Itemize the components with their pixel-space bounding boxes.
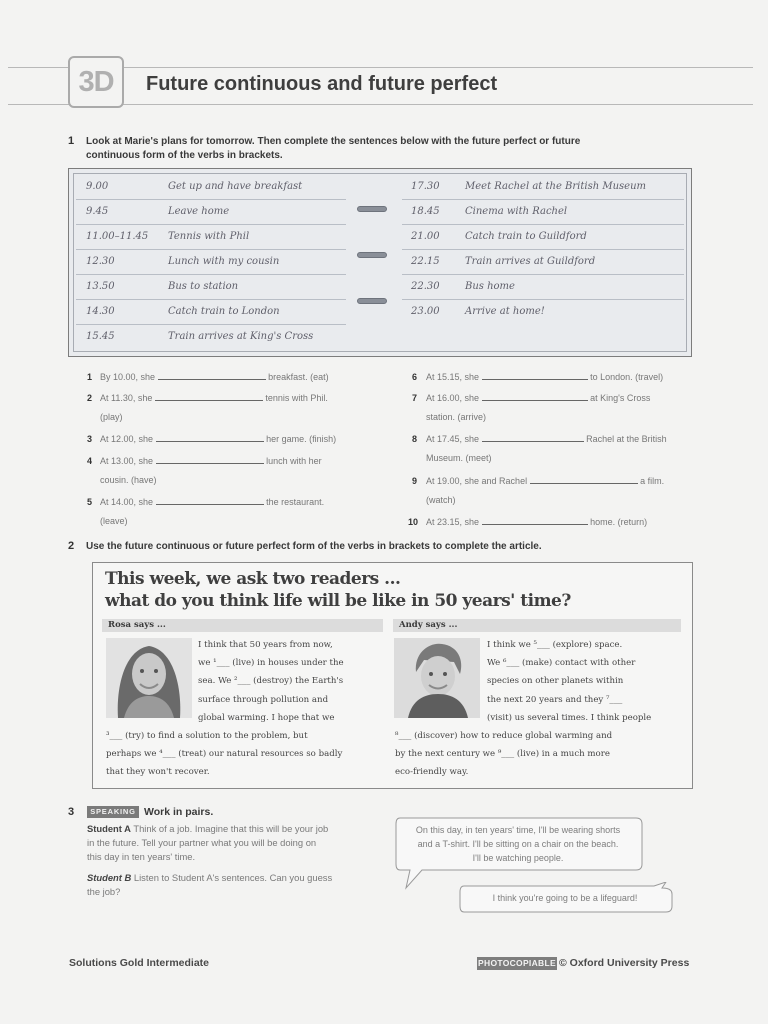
andy-label: Andy says ...: [393, 619, 681, 632]
sentence-number: 3: [87, 434, 93, 444]
andy-photo: [394, 638, 480, 718]
planner-line: [402, 199, 684, 200]
plan-activity: Train arrives at Guildford: [465, 256, 596, 267]
plan-time: 15.45: [86, 331, 115, 342]
article-line: that they won't recover.: [106, 767, 210, 778]
plan-time: 17.30: [411, 181, 440, 192]
article-line: species on other planets within: [487, 676, 624, 687]
exercise-3-title: Work in pairs.: [144, 806, 214, 818]
exercise-3-number: 3: [68, 806, 75, 818]
student-b-line: the job?: [87, 886, 121, 897]
plan-activity: Cinema with Rachel: [465, 206, 568, 217]
answer-blank[interactable]: [530, 475, 638, 484]
article-line: We ⁶___ (make) contact with other: [487, 658, 636, 669]
plan-activity: Arrive at home!: [465, 306, 545, 317]
book-title: Solutions Gold Intermediate: [69, 957, 210, 969]
bubble-line: I'll be watching people.: [472, 853, 564, 863]
rosa-text-cont: [106, 727, 342, 782]
sentence-text: breakfast. (eat): [268, 372, 329, 382]
answer-blank[interactable]: [482, 433, 584, 442]
planner-line: [402, 224, 684, 225]
answer-blank[interactable]: [482, 371, 588, 380]
sentence-text: At 11.30, she: [100, 393, 153, 403]
bubble-line: On this day, in ten years' time, I'll be wearing shorts: [415, 825, 621, 835]
student-b-label: Student B: [87, 872, 132, 883]
sentence-text: her game. (finish): [266, 434, 337, 444]
rosa-portrait-icon: [106, 638, 192, 718]
article-line: surface through pollution and: [198, 694, 329, 705]
bubble-line: and a T-shirt. I'll be sitting on a chair on the beach.: [417, 839, 619, 849]
sentence-text: to London. (travel): [590, 372, 664, 382]
student-a-line: this day in ten years' time.: [87, 851, 196, 862]
plan-time: 21.00: [411, 231, 440, 242]
planner-line: [76, 324, 346, 325]
plan-activity: Lunch with my cousin: [168, 256, 280, 267]
planner-line: [76, 224, 346, 225]
answer-blank[interactable]: [482, 392, 588, 401]
plan-time: 14.30: [86, 306, 115, 317]
publisher: © Oxford University Press: [559, 957, 690, 969]
speech-bubble-1-text: [396, 823, 640, 865]
rosa-text: [198, 636, 344, 727]
planner-line: [76, 249, 346, 250]
plan-activity: Catch train to Guildford: [465, 231, 587, 242]
sentence-text: at King's Cross: [590, 393, 651, 403]
binder-ring-icon: [357, 298, 387, 304]
sentence-3: [100, 433, 336, 446]
exercise-2-number: 2: [68, 540, 75, 552]
answer-blank[interactable]: [156, 496, 264, 505]
plan-time: 12.30: [86, 256, 115, 267]
planner-line: [76, 299, 346, 300]
plan-activity: Leave home: [168, 206, 230, 217]
answer-blank[interactable]: [155, 392, 263, 401]
sentence-number: 6: [412, 372, 418, 382]
plan-time: 13.50: [86, 281, 115, 292]
student-a-line: Think of a job. Imagine that this will be your job: [133, 823, 329, 834]
article-line: ³___ (try) to find a solution to the problem, but: [106, 731, 308, 741]
article-line: perhaps we ⁴___ (treat) our natural resources so badly: [106, 749, 343, 760]
sentence-text: At 15.15, she: [426, 372, 480, 382]
sentence-2: [100, 392, 328, 405]
sentence-5: [100, 496, 324, 509]
photocopiable-badge: PHOTOCOPIABLE: [478, 958, 556, 968]
planner-line: [76, 274, 346, 275]
instruction-line: continuous form of the verbs in brackets.: [86, 150, 283, 161]
planner-line: [402, 249, 684, 250]
article-line: (visit) us several times. I think people: [487, 712, 652, 723]
sentence-7-cont: station. (arrive): [426, 412, 487, 422]
rosa-label: Rosa says ...: [102, 619, 383, 632]
sentence-9-cont: (watch): [426, 495, 456, 505]
answer-blank[interactable]: [156, 455, 264, 464]
article-line: ⁸___ (discover) how to reduce global warming and: [395, 731, 613, 741]
article-line: I think that 50 years from now,: [198, 640, 333, 650]
article-line: sea. We ²___ (destroy) the Earth's: [198, 676, 344, 687]
sentence-6: [426, 371, 663, 384]
unit-badge: [68, 56, 124, 108]
student-a-text: [87, 822, 328, 864]
exercise-1-instructions: [86, 135, 580, 163]
marie-planner: [68, 168, 692, 357]
sentence-8-cont: Museum. (meet): [426, 453, 492, 463]
student-b-text: [87, 871, 332, 899]
sentence-number: 8: [412, 434, 418, 444]
article-line: the next 20 years and they ⁷___: [487, 694, 623, 705]
sentence-text: At 17.45, she: [426, 434, 480, 444]
plan-time: 9.45: [86, 206, 109, 217]
sentence-text: By 10.00, she: [100, 372, 156, 382]
plan-activity: Catch train to London: [168, 306, 280, 317]
student-a-line: in the future. Tell your partner what you will be doing on: [87, 837, 317, 848]
unit-label: 3D: [78, 65, 114, 98]
plan-activity: Tennis with Phil: [168, 231, 250, 242]
plan-time: 11.00–11.45: [86, 231, 149, 242]
answer-blank[interactable]: [158, 371, 266, 380]
speaking-tag: SPEAKING: [87, 806, 139, 818]
sentence-number: 4: [87, 456, 93, 466]
sentence-text: the restaurant.: [266, 497, 325, 507]
sentence-text: tennis with Phil.: [265, 393, 328, 403]
plan-time: 22.30: [411, 281, 440, 292]
sentence-7: [426, 392, 650, 405]
exercise-1-number: 1: [68, 135, 75, 147]
article-headline-2: what do you think life will be like in 50 years' time?: [105, 591, 571, 611]
sentence-4: [100, 455, 322, 468]
plan-time: 9.00: [86, 181, 109, 192]
sentence-text: At 14.00, she: [100, 497, 154, 507]
plan-time: 22.15: [411, 256, 440, 267]
answer-blank[interactable]: [482, 516, 588, 525]
student-b-line: Listen to Student A's sentences. Can you guess: [133, 872, 333, 883]
sentence-text: At 16.00, she: [426, 393, 480, 403]
andy-text-cont: [395, 727, 612, 782]
sentence-text: At 12.00, she: [100, 434, 154, 444]
sentence-number: 10: [408, 517, 419, 527]
sentence-10: [426, 516, 647, 529]
plan-activity: Meet Rachel at the British Museum: [465, 181, 646, 192]
sentence-4-cont: cousin. (have): [100, 475, 157, 485]
article-line: by the next century we ⁹___ (live) in a much more: [395, 749, 610, 760]
article-line: eco-friendly way.: [395, 767, 469, 778]
andy-text: [487, 636, 651, 727]
plan-time: 18.45: [411, 206, 440, 217]
sentence-2-cont: (play): [100, 412, 123, 422]
student-a-label: Student A: [87, 823, 131, 834]
sentence-text: At 13.00, she: [100, 456, 154, 466]
planner-line: [402, 274, 684, 275]
instruction-line: Look at Marie's plans for tomorrow. Then complete the sentences below with the future perfect or future: [86, 136, 581, 147]
article-headline-1: This week, we ask two readers ...: [105, 569, 401, 589]
plan-activity: Bus home: [465, 281, 515, 292]
binder-ring-icon: [357, 252, 387, 258]
andy-portrait-icon: [394, 638, 480, 718]
sentence-number: 7: [412, 393, 418, 403]
binder-ring-icon: [357, 206, 387, 212]
sentence-9: [426, 475, 664, 488]
page-title: Future continuous and future perfect: [146, 73, 498, 95]
sentence-text: a film.: [640, 476, 665, 486]
article-line: I think we ⁵___ (explore) space.: [487, 640, 623, 650]
sentence-text: Rachel at the British: [586, 434, 667, 444]
article-line: global warming. I hope that we: [198, 712, 335, 723]
plan-activity: Train arrives at King's Cross: [168, 331, 314, 342]
planner-line: [76, 199, 346, 200]
plan-activity: Get up and have breakfast: [168, 181, 303, 192]
speech-bubble-2-text: I think you're going to be a lifeguard!: [492, 893, 638, 903]
sentence-number: 9: [412, 476, 418, 486]
plan-activity: Bus to station: [168, 281, 239, 292]
sentence-number: 5: [87, 497, 93, 507]
sentence-number: 2: [87, 393, 93, 403]
sentence-text: At 19.00, she and Rachel: [426, 476, 528, 486]
answer-blank[interactable]: [156, 433, 264, 442]
article-line: we ¹___ (live) in houses under the: [198, 658, 344, 669]
planner-line: [402, 299, 684, 300]
sentence-text: home. (return): [590, 517, 648, 527]
sentence-text: At 23.15, she: [426, 517, 480, 527]
sentence-1: [100, 371, 329, 384]
exercise-2-instructions: Use the future continuous or future perfect form of the verbs in brackets to complete the article.: [86, 541, 542, 552]
rosa-photo: [106, 638, 192, 718]
sentence-8: [426, 433, 667, 446]
plan-time: 23.00: [411, 306, 440, 317]
sentence-number: 1: [87, 372, 93, 382]
sentence-5-cont: (leave): [100, 516, 128, 526]
sentence-text: lunch with her: [266, 456, 322, 466]
